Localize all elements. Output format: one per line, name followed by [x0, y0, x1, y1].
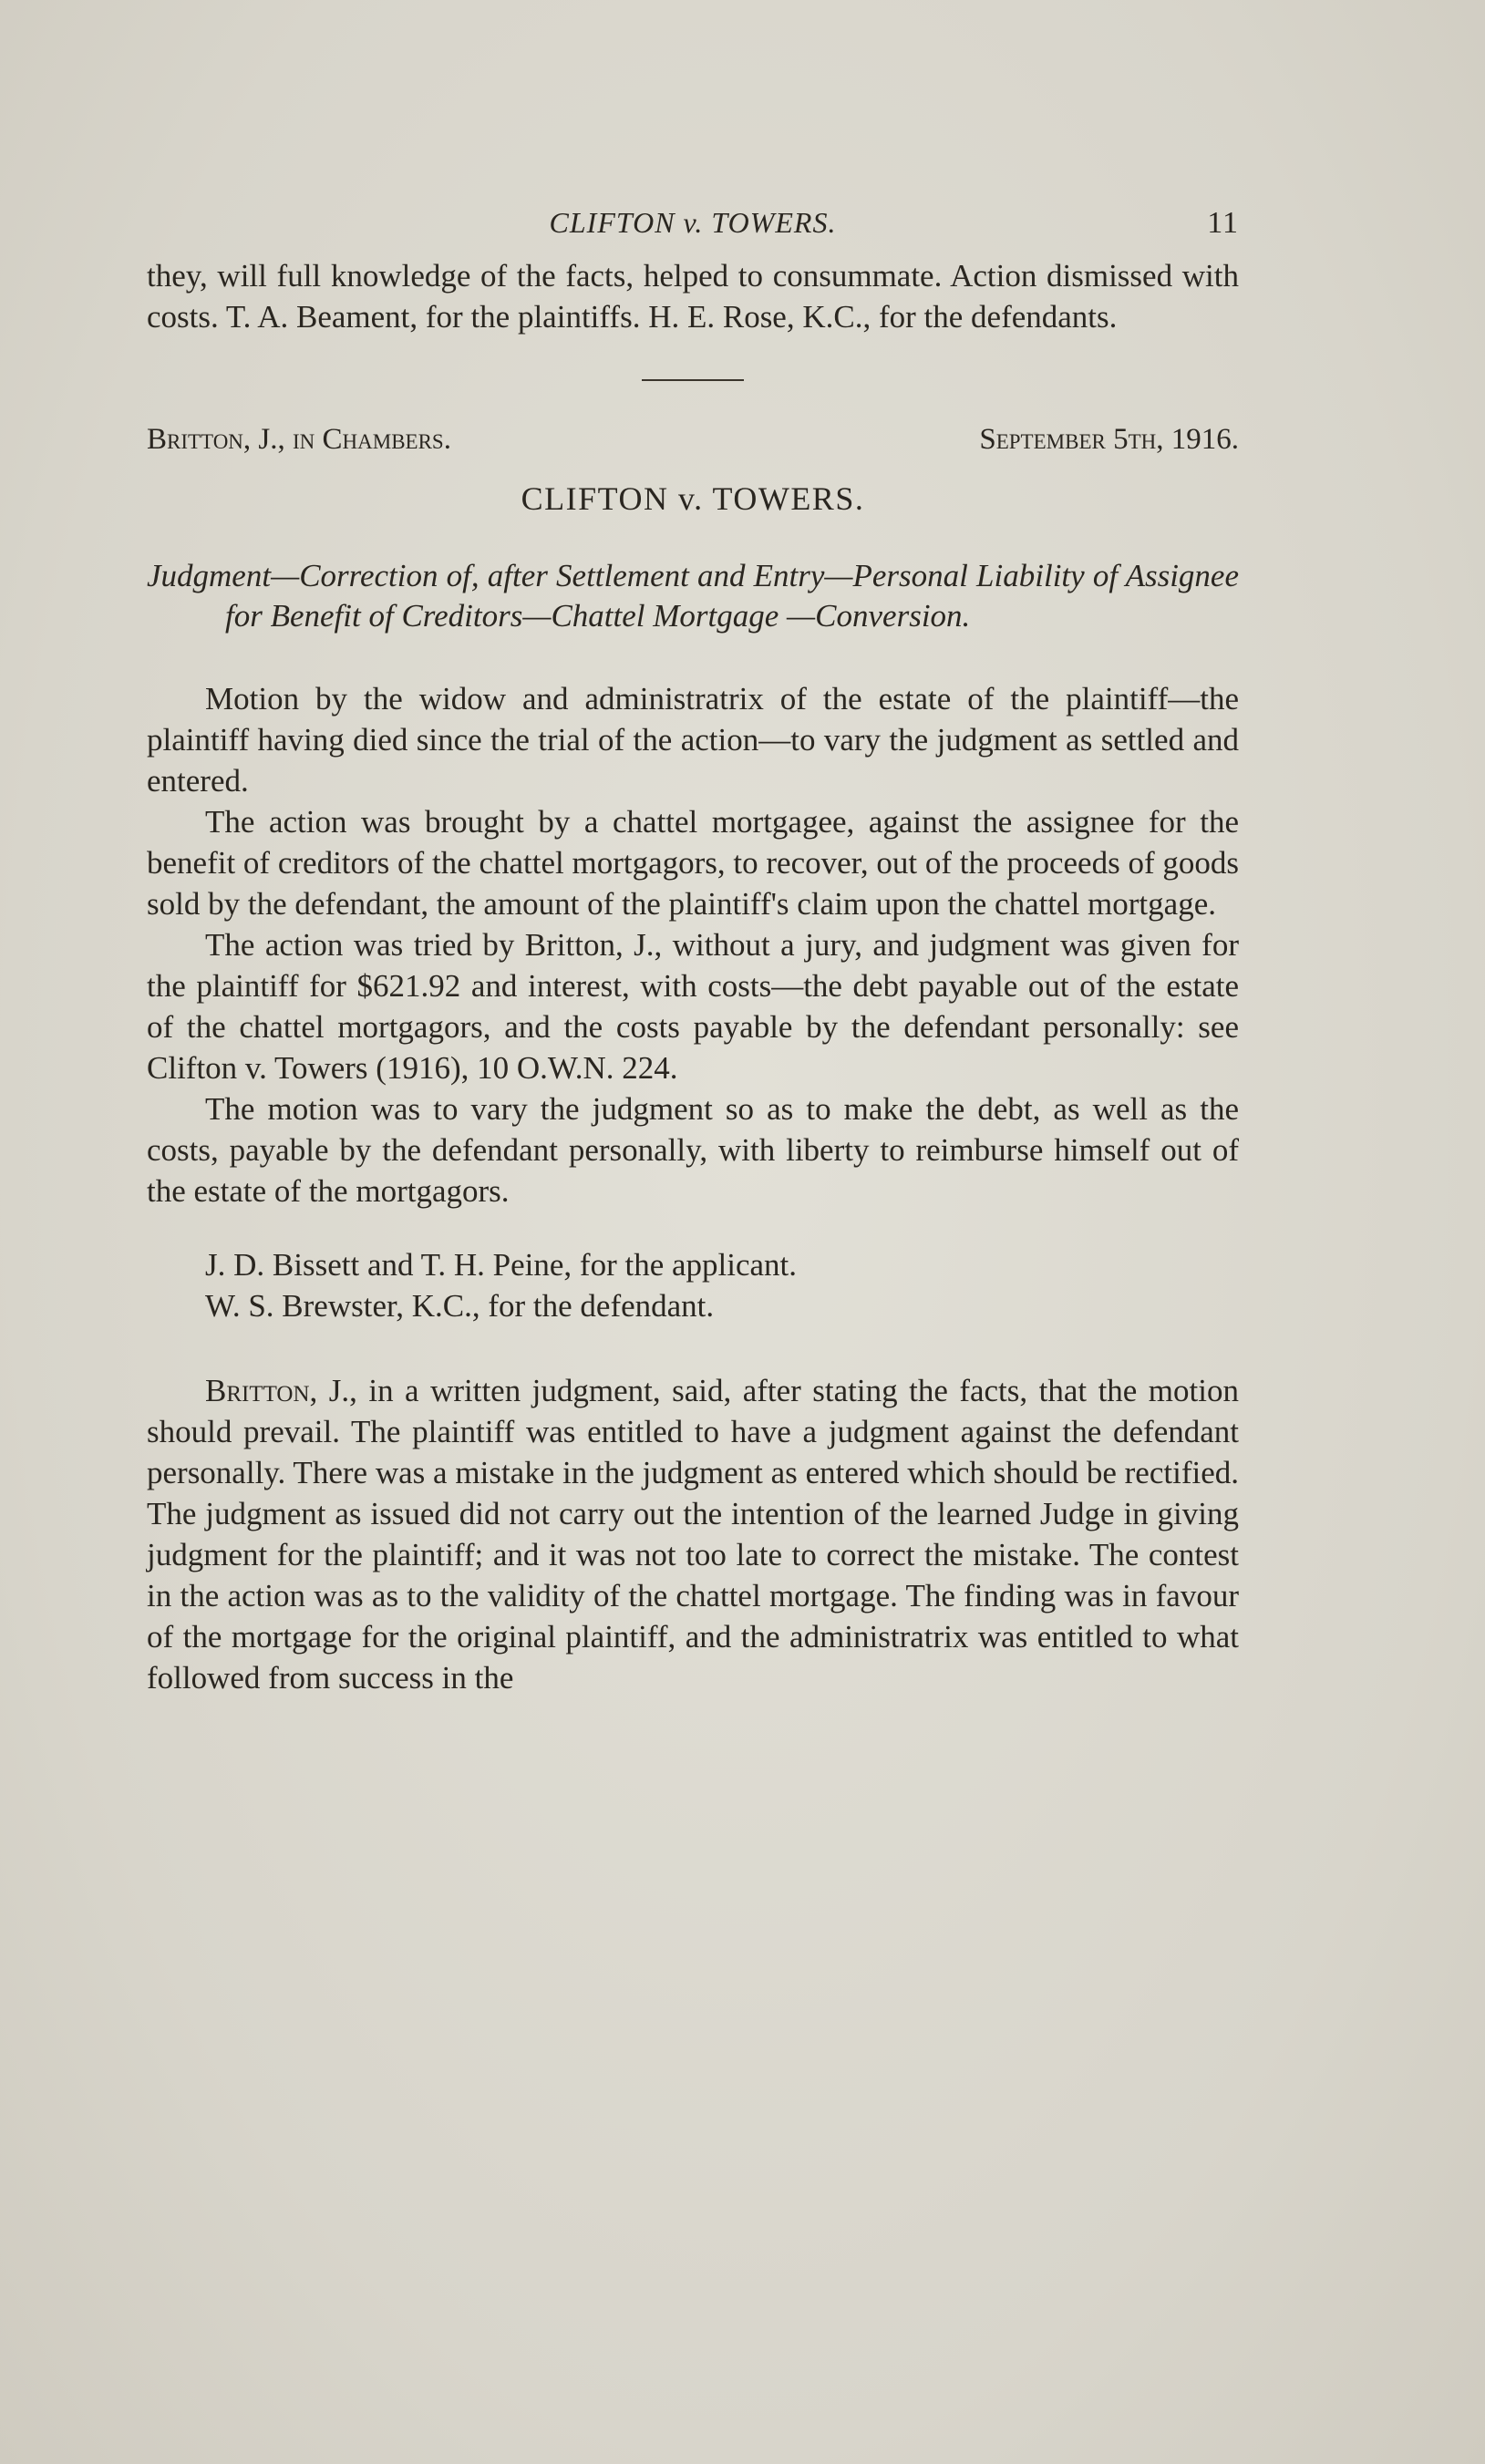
page-content: [147, 201, 1239, 1698]
body-paragraph: The action was tried by Britton, J., without a jury, and judgment was given for the plaintiff for $621.92 and interest, with costs—the debt payable out of the estate of the chattel mortgagors, and the costs payable by the defendant personally: see Clifton v. Towers (1916), 10 O.W.N. 224.: [147, 927, 1239, 1086]
running-head-title: CLIFTON v. TOWERS.: [549, 206, 837, 239]
page-number: 11: [1207, 206, 1239, 240]
body-paragraph: The action was brought by a chattel mortgagee, against the assignee for the benefit of creditors of the chattel mortgagors, to recover, out of the proceeds of goods sold by the defendant, the amount of the plaintiff's claim upon the chattel mortgage.: [147, 804, 1239, 922]
headnote: Judgment—Correction of, after Settlement and Entry—Personal Liability of Assignee for Benefit of Creditors—Chattel Mortgage —Conversion.: [147, 558, 1239, 634]
counsel-list: [147, 1244, 1239, 1326]
case-title: CLIFTON v. TOWERS.: [521, 480, 865, 517]
body-paragraph: The motion was to vary the judgment so as to make the debt, as well as the costs, payable by the defendant personally, with liberty to reimburse himself out of the estate of the mortgagors.: [147, 1091, 1239, 1209]
body-paragraph: Motion by the widow and administratrix of the estate of the plaintiff—the plaintiff having died since the trial of the action—to vary the judgment as settled and entered.: [147, 681, 1239, 799]
counsel-defendant: W. S. Brewster, K.C., for the defendant.: [205, 1288, 715, 1324]
case-date: September 5th, 1916.: [979, 423, 1239, 456]
opening-paragraph: they, will full knowledge of the facts, helped to consummate. Action dismissed with costs. T. A. Beament, for the plaintiffs. H. E. Rose, K.C., for the defendants.: [147, 258, 1239, 335]
counsel-applicant: J. D. Bissett and T. H. Peine, for the applicant.: [205, 1247, 798, 1283]
judgment-text: , in a written judgment, said, after stating the facts, that the motion should prevail. The plaintiff was entitled to have a judgment against the defendant personally. There was a mistake in the judgment as entered which should be rectified. The judgment as issued did not carry out the intention of the learned Judge in giving judgment for the plaintiff; and it was not too late to correct the mistake. The contest in the action was as to the validity of the chattel mortgage. The finding was in favour of the mortgage for the original plaintiff, and the administratrix was entitled to what followed from success in the: [147, 1373, 1239, 1696]
case-header: [147, 416, 1239, 467]
section-divider: [642, 379, 744, 381]
case-judge: Britton, J., in Chambers.: [147, 423, 451, 456]
running-head: [147, 201, 1239, 255]
judgment-paragraph: [147, 1370, 1239, 1698]
judgment-judge-name: Britton, J.: [205, 1373, 350, 1408]
